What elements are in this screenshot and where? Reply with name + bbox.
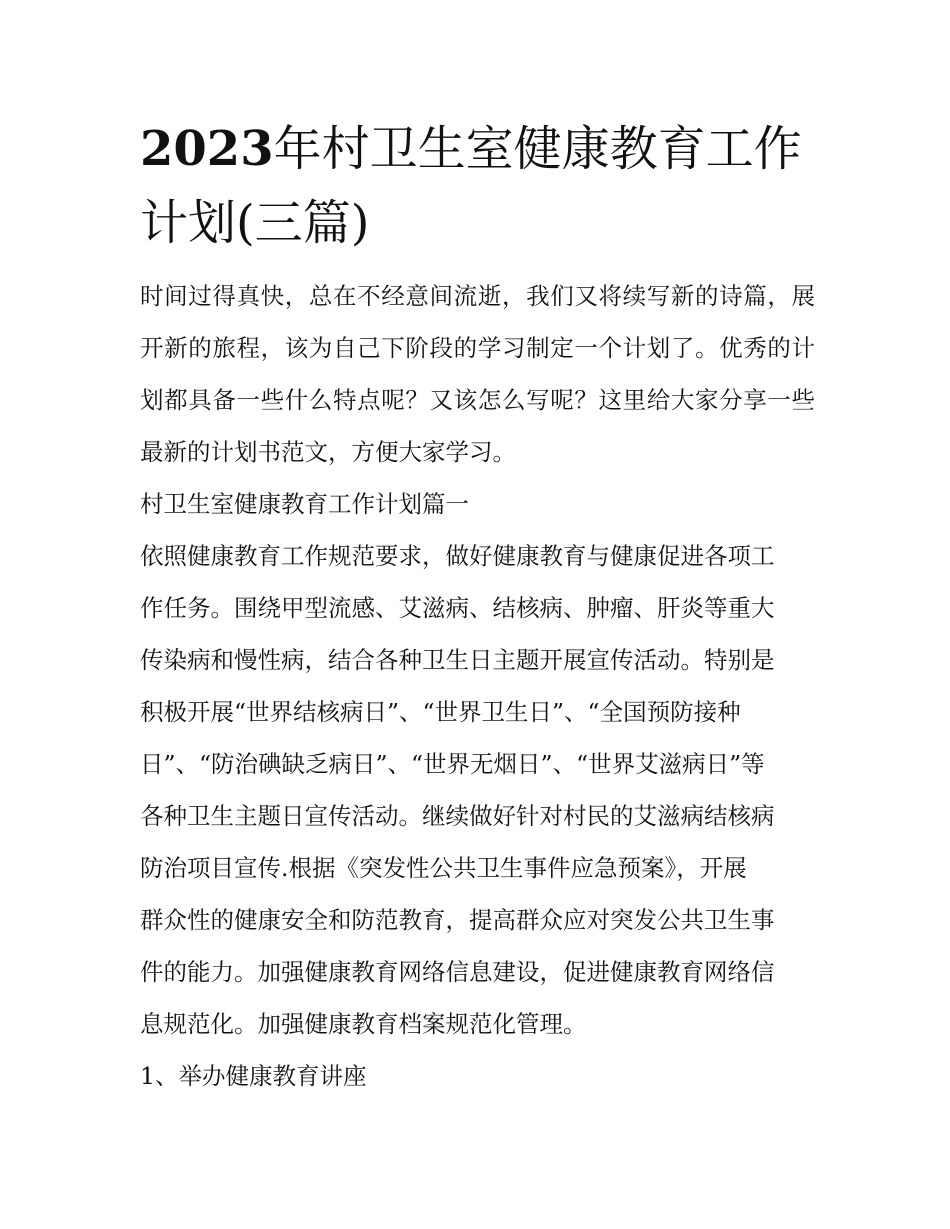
intro-paragraph: 时间过得真快，总在不经意间流逝，我们又将续写新的诗篇，展开新的旅程，该为自己下阶段的学习制定一个计划了。优秀的计划都具备一些什么特点呢？又该怎么写呢？这里给大家分享一些最新的计划书范文，方便大家学习。 bbox=[140, 282, 815, 466]
document-title bbox=[140, 112, 815, 260]
body-line: 依照健康教育工作规范要求，做好健康教育与健康促进各项工 bbox=[140, 542, 775, 570]
title-year: 2023 bbox=[140, 121, 274, 177]
body-line: 件的能力。加强健康教育网络信息建设，促进健康教育网络信 bbox=[140, 958, 775, 986]
body-line: 息规范化。加强健康教育档案规范化管理。 bbox=[140, 1010, 587, 1038]
title-text: 年村卫生室健康教育工作计划(三篇) bbox=[140, 121, 802, 251]
body-line: 各种卫生主题日宣传活动。继续做好针对村民的艾滋病结核病 bbox=[140, 802, 775, 830]
item-heading: 1、举办健康教育讲座 bbox=[140, 1062, 367, 1090]
body-line: 日”、“防治碘缺乏病日”、“世界无烟日”、“世界艾滋病日”等 bbox=[140, 750, 765, 778]
section-heading: 村卫生室健康教育工作计划篇一 bbox=[140, 490, 469, 518]
body-line: 防治项目宣传.根据《突发性公共卫生事件应急预案》，开展 bbox=[140, 854, 747, 882]
body-line: 传染病和慢性病，结合各种卫生日主题开展宣传活动。特别是 bbox=[140, 646, 775, 674]
body-paragraph bbox=[140, 530, 815, 1050]
body-line: 群众性的健康安全和防范教育，提高群众应对突发公共卫生事 bbox=[140, 906, 775, 934]
body-line: 作任务。围绕甲型流感、艾滋病、结核病、肿瘤、肝炎等重大 bbox=[140, 594, 775, 622]
document-content bbox=[140, 112, 815, 1102]
body-line: 积极开展“世界结核病日”、“世界卫生日”、“全国预防接种 bbox=[140, 698, 741, 726]
